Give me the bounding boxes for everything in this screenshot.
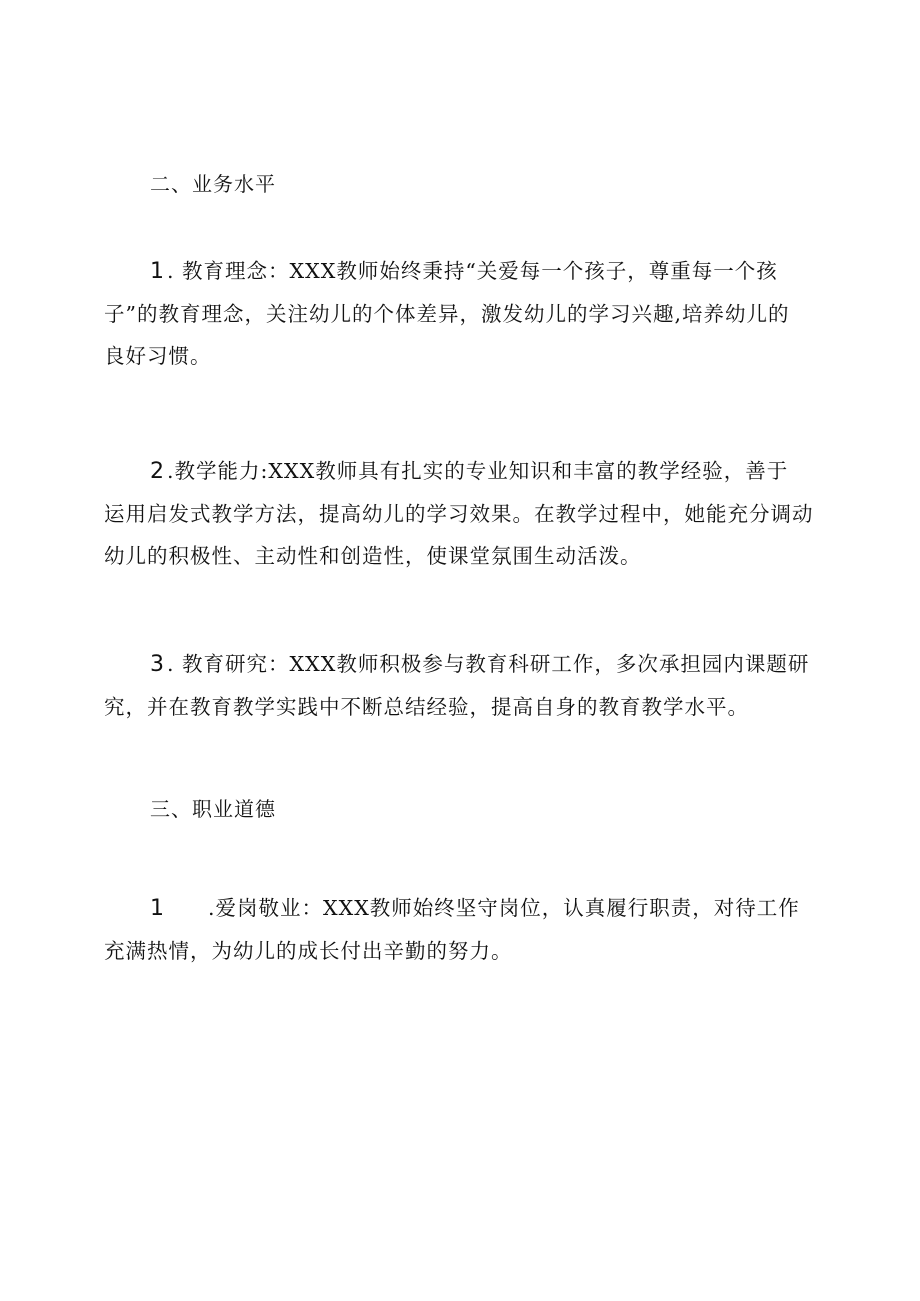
section-heading-business: 二、业务水平 xyxy=(150,172,276,196)
line-text: .教学能力:XXX教师具有扎实的专业知识和丰富的教学经验，善于 xyxy=(167,459,789,483)
paragraph-line: 究，并在教育教学实践中不断总结经验，提高自身的教育教学水平。 xyxy=(104,695,749,719)
paragraph-line: 充满热情，为幼儿的成长付出辛勤的努力。 xyxy=(104,939,513,963)
item-number: 2 xyxy=(150,459,165,484)
paragraph-teaching-ability xyxy=(104,450,824,577)
paragraph-dedication xyxy=(104,887,824,972)
paragraph-line: 幼儿的积极性、主动性和创造性，使课堂氛围生动活泼。 xyxy=(104,544,642,568)
line-text: . 教育理念：XXX教师始终秉持“关爱每一个孩子，尊重每一个孩 xyxy=(167,259,778,283)
paragraph-line: 良好习惯。 xyxy=(104,344,212,368)
paragraph-line: 运用启发式教学方法，提高幼儿的学习效果。在教学过程中，她能充分调动 xyxy=(104,502,814,526)
section-heading-ethics: 三、职业道德 xyxy=(150,797,276,821)
paragraph-line xyxy=(104,250,824,293)
item-number: 1 xyxy=(150,896,165,921)
paragraph-education-research xyxy=(104,643,824,728)
line-text: .爱岗敬业：XXX教师始终坚守岗位，认真履行职责，对待工作 xyxy=(208,896,800,920)
paragraph-line xyxy=(104,450,824,493)
item-number: 1 xyxy=(150,259,165,284)
paragraph-line xyxy=(104,887,824,930)
line-text: . 教育研究：XXX教师积极参与教育科研工作，多次承担园内课题研 xyxy=(167,652,810,676)
paragraph-line xyxy=(104,643,824,686)
paragraph-line: 子”的教育理念，关注幼儿的个体差异，激发幼儿的学习兴趣,培养幼儿的 xyxy=(104,302,790,326)
paragraph-education-philosophy xyxy=(104,250,824,377)
item-number: 3 xyxy=(150,652,165,677)
